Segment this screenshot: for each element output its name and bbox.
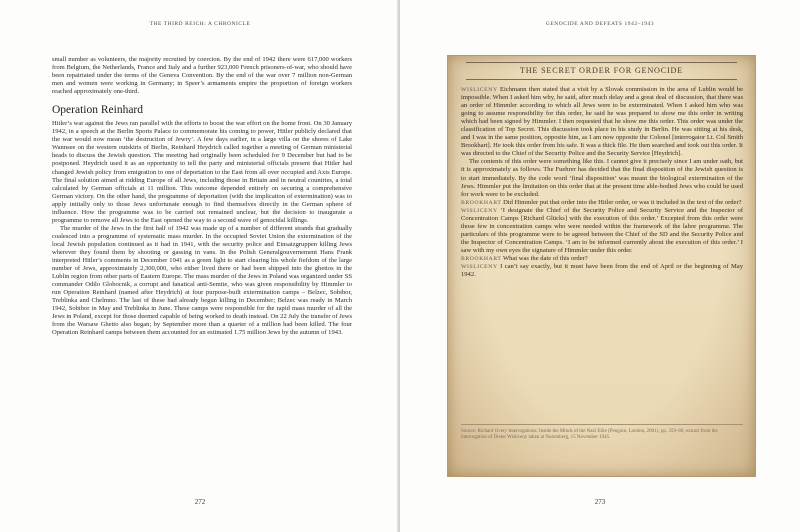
- document-sidebar-box: [447, 55, 756, 477]
- transcript-text: Eichmann then stated that a visit by a Slovak commission in the area of Lublin would be impossible. When I asked him why, he said, after much delay and a great deal of discussion, that there was an order of Himmler according to which all Jews were to be exterminated. When I asked him who was going to assume responsibility for this order, he said he was prepared to show me this order in writing which had been signed by Himmler. I then requested that he show me this order. This order was under the classification of Top Secret. This discussion took place in his study in Berlin. He was sitting at his desk, and I was in the same position, opposite him, as I am now opposite the Colonel [interrogator Lt. Col Smith Brookhart]. He took this order from his safe. It was a thick file. He then searched and took out this order. It was directed to the Chief of the Security Police and the Security Service [Heydrich].: [461, 86, 743, 158]
- box-title-rule: [466, 62, 737, 63]
- transcript-line: [461, 86, 743, 158]
- transcript-line: [461, 199, 743, 207]
- speaker-label: WISLICENY: [461, 87, 498, 93]
- box-title: THE SECRET ORDER FOR GENOCIDE: [466, 66, 737, 80]
- right-running-head: GENOCIDE AND DEFEATS 1942–1943: [545, 21, 655, 27]
- intro-paragraph: small number as volunteers, the majority recruited by coercion. By the end of 1942 there were 617,000 workers from Belgium, the Netherlands, France and Italy and a further 923,000 French prisoners-of-war, who should have been repatriated under the terms of the Geneva Convention. By the end of the war over 7 million non-German men and women were working in Germany; in Speer’s armaments empire the proportion of foreign workers reached approximately one-third.: [52, 56, 352, 96]
- left-page-number: 272: [194, 498, 206, 506]
- transcript-text: ‘I designate the Chief of the Security Police and Security Service and the Inspector of Concentration Camps [Richard Glücks] with the execution of this order.’ Excepted from this order were those few in concentration camps who were needed within the framework of the labor programme. The particulars of this programme were to be agreed between the Chief of the SD and the Security Police and the Inspector of Concentration Camps. ‘I am to be informed currently about the execution of this order.’ I saw with my own eyes the signature of Himmler under this order.: [461, 206, 744, 254]
- section-heading: Operation Reinhard: [52, 104, 144, 117]
- source-citation: Source: Richard Overy Interrogations: Inside the Minds of the Nazi Elite (Penguin, London, 2001), pp. 359–60, extract from the interrogation of Dieter Wisliceny taken at Nuremberg, 15 November 1945.: [461, 424, 743, 442]
- speaker-label: BROOKHART: [461, 255, 502, 262]
- interrogation-transcript: [461, 86, 743, 279]
- speaker-label: BROOKHART: [461, 199, 502, 206]
- transcript-line: [461, 255, 743, 263]
- left-running-head: THE THIRD REICH: A CHRONICLE: [149, 21, 251, 27]
- speaker-label: WISLICENY: [461, 264, 498, 271]
- transcript-text: Did Himmler put that order into the Hitler order, or was it included in the text of the order?: [503, 198, 742, 206]
- transcript-text: What was the date of this order?: [502, 254, 588, 262]
- left-body-text: [52, 56, 352, 338]
- speaker-label: WISLICENY: [461, 207, 498, 214]
- right-page: [400, 0, 800, 532]
- right-page-number: 273: [594, 498, 606, 506]
- transcript-line: [461, 207, 743, 255]
- body-paragraph-1: Hitler’s war against the Jews ran parallel with the efforts to boost the war effort on the home front. On 30 January 1942, in a speech at the Berlin Sports Palace to commemorate his coming to power, Hitler publicly declared that the war would now mean ‘the destruction of Jewry’. A few days earlier, in a large villa on the shores of Lake Wannsee on the western outskirts of Berlin, Reinhard Heydrich called together a meeting of German ministerial heads to discuss the Jewish question. The meeting had originally been scheduled for 9 December but had to be postponed. Heydrich used it as an opportunity to tell the party and ministerial officials present that Hitler had changed Jewish policy from emigration to one of deportation to the East from all over occupied and Axis Europe. The final solution aimed at ridding Europe of all Jews, including those in Britain and in neutral countries, a total calculated by German officials at 11 million. This outcome depended entirely on securing a comprehensive German victory. On the other hand, the programme of deportation (with the implication of extermination) was to apply initially only to those Jews unfortunate enough to find themselves directly in the German sphere of influence. How the programme was to be carried out remained unclear, but the decision to inaugurate a programme to remove all Jews to the East opened the way to a second wave of genocidal killings.: [52, 120, 352, 224]
- transcript-line: [461, 263, 743, 279]
- transcript-continuation: The contents of this order were something like this. I cannot give it precisely since I am under oath, but it is approximately as follows. The Fuehrer has decided that the final disposition of the Jewish question is to start immediately. By the code word ‘final disposition’ was meant the biological extermination of the Jews. Himmler put the limitation on this order that at the present time able-bodied Jews who could be used for work were to be excluded.: [461, 158, 743, 198]
- body-paragraph-2: The murder of the Jews in the first half of 1942 was made up of a number of different strands that gradually coalesced into a programme of systematic mass murder. In the occupied Soviet Union the extermination of the local Jewish population continued as it had in 1941, with the security police and Einsatzgruppen killing Jews wherever they found them by shooting or gassing in vans. In the Polish Generalgouvernement Hans Frank interpreted Hitler’s comments in December 1941 as a green light to start clearing his whole fiefdom of the large number of Jews, approximately 2,300,000, who either lived there or had been shipped into the ghettos in the Lublin region from other parts of Eastern Europe. The mass murder of the Jews in Poland was organized under SS commander Odilo Globocnik, a corrupt and fanatical anti-Semite, who was given responsibility by Himmler to run Operation Reinhard (named after Heydrich) at four purpose-built extermination camps – Belzec, Sobibor, Treblinka and Chelmno. The last of these had already begun killing in December; Belzec was ready in March 1942, Sobibor in May and Treblinka in June. These camps were responsible for the rapid mass murder of all the Jews in Poland, except for those deemed capable of being worked to death instead. On 22 July the transfer of Jews from the Warsaw Ghetto also began; by September more than a quarter of a million had been killed. The four Operation Reinhard camps between them accounted for an estimated 1.75 million Jews by the autumn of 1943.: [52, 224, 352, 337]
- transcript-text: I can’t say exactly, but it must have been from the end of April or the beginning of May 1942.: [461, 263, 743, 279]
